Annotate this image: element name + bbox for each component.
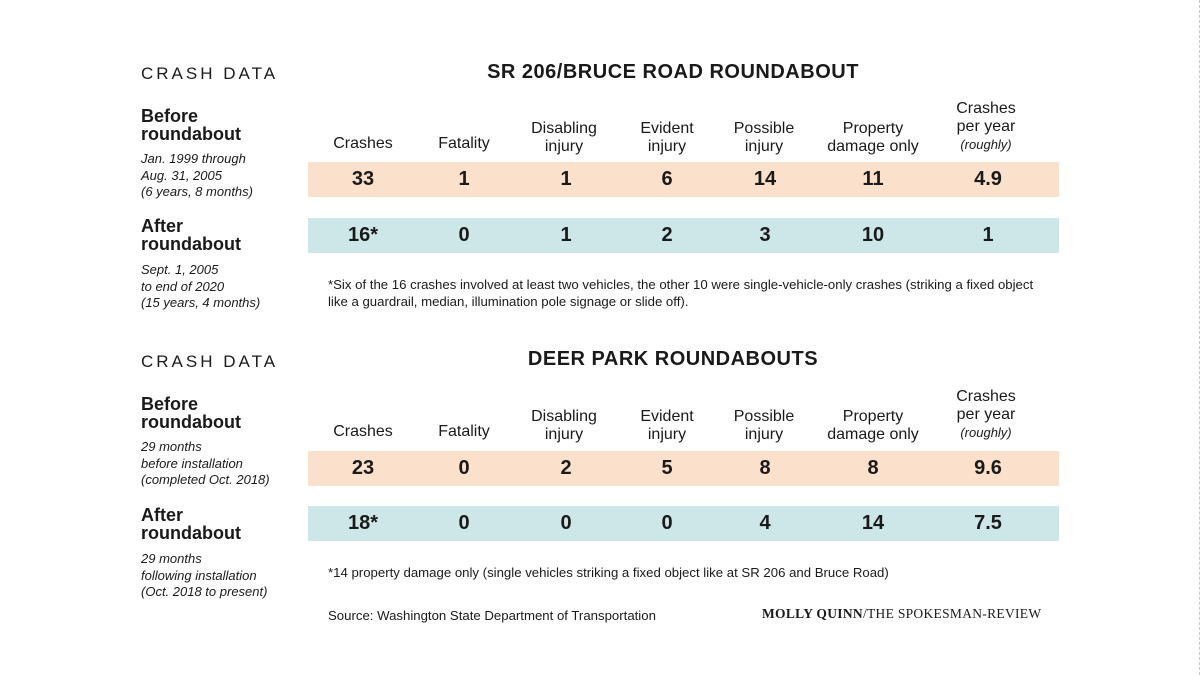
footnote: *Six of the 16 crashes involved at least two vehicles, the other 10 were single-vehicle-only crashes (striking a fixed object like a guardrail, median, illumination pole signage or slide off). (328, 277, 1034, 309)
col-header-line: damage only (827, 138, 919, 155)
after-heading-line1: After (141, 216, 184, 236)
before-row (308, 162, 1059, 197)
before-period-line: Aug. 31, 2005 (141, 167, 222, 183)
cell-crashes-per-year: 7.5 (974, 512, 1002, 534)
col-header-line: injury (544, 138, 584, 155)
cell-possible-injury: 4 (759, 512, 771, 534)
before-period-line: Jan. 1999 through (141, 151, 246, 166)
cell-crashes: 33 (351, 168, 375, 190)
cell-crashes: 18* (347, 512, 379, 534)
col-header-line: Evident (640, 408, 694, 425)
col-header-possible-injury (704, 408, 824, 444)
before-heading-line2: roundabout (141, 412, 241, 432)
after-row (308, 218, 1059, 253)
col-header-line: (roughly) (960, 425, 1012, 440)
col-header-possible-injury (704, 120, 824, 156)
before-period (141, 151, 253, 201)
before-row (308, 451, 1059, 486)
col-header-property-damage (808, 408, 938, 444)
after-row (308, 506, 1059, 541)
before-period-line: before installation (141, 455, 243, 471)
after-period-line: (15 years, 4 months) (141, 295, 261, 310)
col-header-line: Property (842, 408, 904, 425)
before-heading (141, 107, 241, 143)
cell-possible-injury: 8 (759, 457, 771, 479)
before-heading (141, 395, 241, 431)
col-header-disabling-injury (504, 408, 624, 444)
cell-crashes: 23 (351, 457, 375, 479)
cell-crashes-per-year: 9.6 (974, 457, 1002, 479)
cell-disabling-injury: 0 (560, 512, 572, 534)
before-heading-line2: roundabout (141, 124, 241, 144)
cell-property-damage: 14 (861, 512, 885, 534)
col-header-line: Disabling (531, 408, 597, 425)
after-heading (141, 217, 241, 253)
col-header-property-damage (808, 120, 938, 156)
cell-evident-injury: 2 (661, 224, 673, 246)
after-heading-line2: roundabout (141, 523, 241, 543)
cell-crashes-per-year: 1 (982, 224, 994, 246)
section-label: CRASH DATA (141, 64, 279, 83)
section-label: CRASH DATA (141, 352, 279, 371)
before-period-line: 29 months (141, 439, 202, 454)
col-header-line: per year (956, 118, 1016, 135)
cell-disabling-injury: 2 (560, 457, 572, 479)
cell-possible-injury: 3 (759, 224, 771, 246)
cell-evident-injury: 6 (661, 168, 673, 190)
col-header-crashes-per-year (926, 100, 1046, 154)
cell-evident-injury: 5 (661, 457, 673, 479)
before-period-line: (6 years, 8 months) (141, 184, 253, 199)
col-header-line: Crashes (333, 135, 393, 152)
cell-possible-injury: 14 (753, 168, 777, 190)
credit-line (762, 606, 1041, 622)
col-header-line: Crashes (956, 388, 1016, 405)
col-header-line: Property (842, 120, 904, 137)
section-title: DEER PARK ROUNDABOUTS (527, 348, 819, 370)
col-header-line: Disabling (531, 120, 597, 137)
after-period-line: (Oct. 2018 to present) (141, 584, 268, 599)
col-header-line: injury (544, 426, 584, 443)
footnote: *14 property damage only (single vehicles striking a fixed object like at SR 206 and Bruce Road) (328, 565, 889, 580)
col-header-line: injury (744, 426, 784, 443)
before-heading-line1: Before (141, 394, 199, 414)
col-header-line: Fatality (438, 423, 490, 440)
section-title: SR 206/BRUCE ROAD ROUNDABOUT (487, 61, 859, 83)
col-header-line: Crashes (333, 423, 393, 440)
cell-property-damage: 8 (867, 457, 879, 479)
before-heading-line1: Before (141, 106, 199, 126)
before-period-line: (completed Oct. 2018) (141, 472, 270, 487)
after-heading (141, 506, 241, 542)
cell-disabling-injury: 1 (560, 168, 572, 190)
col-header-disabling-injury (504, 120, 624, 156)
after-heading-line1: After (141, 505, 184, 525)
after-period-line: following installation (141, 567, 257, 583)
after-period-line: 29 months (141, 551, 202, 566)
col-header-line: injury (744, 138, 784, 155)
cell-fatality: 1 (458, 168, 470, 190)
cell-disabling-injury: 1 (560, 224, 572, 246)
col-header-crashes-per-year (926, 388, 1046, 442)
cell-fatality: 0 (458, 512, 470, 534)
col-header-line: Evident (640, 120, 694, 137)
col-header-line: Fatality (438, 135, 490, 152)
credit-org: /THE SPOKESMAN-REVIEW (862, 606, 1042, 621)
col-header-line: Crashes (956, 100, 1016, 117)
after-period-line: to end of 2020 (141, 278, 225, 294)
cell-crashes-per-year: 4.9 (974, 168, 1002, 190)
cell-property-damage: 11 (862, 168, 884, 190)
col-header-line: per year (956, 406, 1016, 423)
col-header-line: damage only (827, 426, 919, 443)
cell-fatality: 0 (458, 224, 470, 246)
source-line: Source: Washington State Department of Transportation (328, 608, 656, 623)
after-period-line: Sept. 1, 2005 (141, 262, 219, 277)
before-period (141, 439, 270, 489)
col-header-line: Possible (733, 120, 795, 137)
after-heading-line2: roundabout (141, 234, 241, 254)
credit-name: MOLLY QUINN (762, 606, 863, 621)
cell-fatality: 0 (458, 457, 470, 479)
after-period (141, 551, 267, 601)
cell-evident-injury: 0 (661, 512, 673, 534)
cell-crashes: 16* (347, 224, 379, 246)
cell-property-damage: 10 (861, 224, 885, 246)
col-header-line: injury (647, 138, 687, 155)
after-period (141, 262, 260, 312)
col-header-line: (roughly) (960, 137, 1012, 152)
col-header-line: Possible (733, 408, 795, 425)
col-header-line: injury (647, 426, 687, 443)
